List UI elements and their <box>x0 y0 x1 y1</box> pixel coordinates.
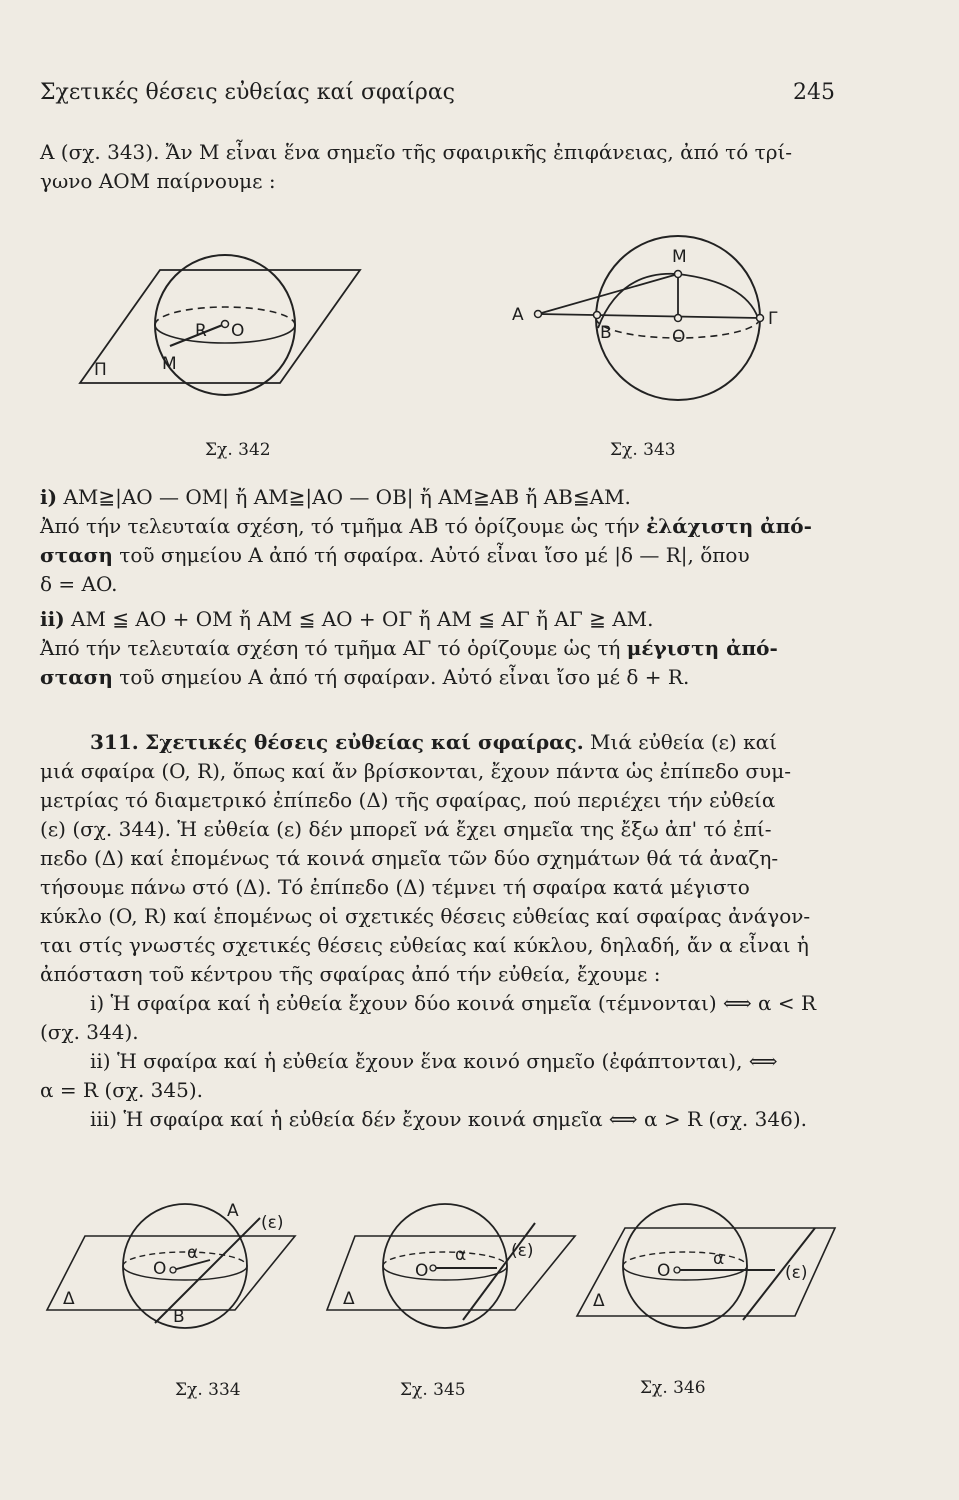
running-header <box>40 80 835 114</box>
fig342-label-R: R <box>195 321 207 341</box>
fig343-label-A: A <box>512 305 524 325</box>
section-311-line-5: πεδο (Δ) καί ἑπομένως τά κοινά σημεῖα τῶν δύο σχημάτων θά τά ἀναζη- <box>40 846 779 870</box>
section-311-line-4: (ε) (σχ. 344). Ἡ εὐθεία (ε) δέν μπορεῖ νά ἔχει σημεῖα της ἔξω ἀπ' τό ἐπί- <box>40 817 772 841</box>
section-311-text-1: Μιά εὐθεία (ε) καί <box>583 730 778 754</box>
fig346-label-O: O <box>657 1261 671 1281</box>
figure-345 <box>325 1198 585 1333</box>
equator-back <box>383 1252 507 1266</box>
case-i-text-line-1 <box>40 512 835 541</box>
point-B <box>594 312 601 319</box>
figure-334 <box>45 1198 305 1333</box>
fig334-label-e: (ε) <box>261 1213 284 1233</box>
fig343-label-G: Γ <box>768 309 778 329</box>
fig343-label-B: B <box>600 323 612 343</box>
fig342-caption: Σχ. 342 <box>205 440 271 460</box>
fig346-caption: Σχ. 346 <box>640 1378 706 1398</box>
section-number: 311. <box>90 730 139 754</box>
case-ii-formula-line <box>40 605 835 634</box>
case-i-formula-line <box>40 483 835 512</box>
case-311-iii: iii) Ἡ σφαίρα καί ἡ εὐθεία δέν ἔχουν κοινά σημεῖα ⟺ α > R (σχ. 346). <box>90 1107 807 1131</box>
point-M <box>675 271 682 278</box>
case-i-text-line-2 <box>40 541 835 570</box>
fig334-caption: Σχ. 334 <box>175 1380 241 1400</box>
point-G <box>757 315 764 322</box>
section-311-line-9: ἀπόσταση τοῦ κέντρου τῆς σφαίρας ἀπό τήν εὐθεία, ἔχουμε : <box>40 962 661 986</box>
fig346-label-D: Δ <box>593 1291 605 1311</box>
case-ii-text-line-2 <box>40 663 835 692</box>
case-ii-marker: ii) <box>40 607 65 631</box>
page-number: 245 <box>793 80 835 105</box>
section-311-line-8: ται στίς γνωστές σχετικές θέσεις εὐθείας καί κύκλου, δηλαδή, ἄν α εἶναι ἡ <box>40 933 809 957</box>
section-311-line-2: μιά σφαίρα (O, R), ὅπως καί ἄν βρίσκονται, ἔχουν πάντα ὡς ἐπίπεδο συμ- <box>40 759 791 783</box>
fig334-label-D: Δ <box>63 1289 75 1309</box>
section-311 <box>40 728 835 1134</box>
case-i-marker: i) <box>40 485 58 509</box>
center-point <box>674 1267 680 1273</box>
equator-back <box>623 1252 747 1266</box>
point-A <box>535 311 542 318</box>
sphere-upper-arc <box>155 255 295 325</box>
equator-front <box>623 1266 747 1280</box>
fig346-label-e: (ε) <box>785 1263 808 1283</box>
center-point <box>430 1265 436 1271</box>
line-AG <box>538 314 760 318</box>
intro-paragraph <box>40 138 835 196</box>
fig334-label-A: A <box>227 1201 239 1221</box>
equator-front <box>123 1266 247 1280</box>
fig342-label-M: M <box>162 354 177 374</box>
fig342-label-O: O <box>231 321 245 341</box>
case-311-i-ref: (σχ. 344). <box>40 1020 139 1044</box>
case-i-text-line-3: δ = AO. <box>40 572 118 596</box>
fig334-label-B: B <box>173 1307 185 1327</box>
figure-343 <box>500 240 800 410</box>
fig345-label-O: O <box>415 1261 429 1281</box>
fig345-caption: Σχ. 345 <box>400 1380 466 1400</box>
sphere-outline <box>623 1204 747 1328</box>
case-i-emphasis: ἐλάχιστη ἀπό- <box>646 514 812 538</box>
section-311-line-7: κύκλο (O, R) καί ἑπομένως οἱ σχετικές θέσεις εὐθείας καί σφαίρας ἀνάγον- <box>40 904 811 928</box>
fig343-label-M: M <box>672 247 687 267</box>
intro-line-2: γωνο AOM παίρνουμε : <box>40 169 276 193</box>
case-ii-emphasis-2: σταση <box>40 665 113 689</box>
section-heading: Σχετικές θέσεις εὐθείας καί σφαίρας. <box>145 730 584 754</box>
case-ii-text-a: Ἀπό τήν τελευταία σχέση τό τμῆμα AΓ τό ὁρίζουμε ὡς τή <box>40 636 627 660</box>
fig345-label-e: (ε) <box>511 1241 534 1261</box>
fig342-label-P: Π <box>94 360 107 380</box>
figure-346 <box>575 1198 840 1333</box>
case-i-text-b: τοῦ σημείου A ἀπό τή σφαίρα. Αὐτό εἶναι ἴσο μέ |δ — R|, ὅπου <box>112 543 750 567</box>
intro-line-1: A (σχ. 343). Ἄν M εἶναι ἕνα σημεῖο τῆς σφαιρικῆς ἐπιφάνειας, ἀπό τό τρί- <box>40 140 793 164</box>
figure-342 <box>70 240 370 410</box>
equator-back <box>123 1252 247 1266</box>
tangent-line-epsilon <box>463 1223 535 1320</box>
fig343-caption: Σχ. 343 <box>610 440 676 460</box>
fig345-label-D: Δ <box>343 1289 355 1309</box>
fig343-label-O: O <box>672 327 686 347</box>
case-ii-formula: AM ≦ AO + OM ἤ AM ≦ AO + OΓ ἤ AM ≦ AΓ ἤ AΓ ≧ AM. <box>71 607 654 631</box>
section-311-line-3: μετρίας τό διαμετρικό ἐπίπεδο (Δ) τῆς σφαίρας, πού περιέχει τήν εὐθεία <box>40 788 776 812</box>
case-ii-text-line-1 <box>40 634 835 663</box>
fig346-label-a: α <box>713 1249 725 1269</box>
fig334-label-a: α <box>187 1243 199 1263</box>
case-311-ii: ii) Ἡ σφαίρα καί ἡ εὐθεία ἔχουν ἕνα κοινό σημεῖο (ἐφάπτονται), ⟺ <box>90 1049 778 1073</box>
case-311-ii-ref: α = R (σχ. 345). <box>40 1078 204 1102</box>
section-311-line-6: τήσουμε πάνω στό (Δ). Τό ἐπίπεδο (Δ) τέμνει τή σφαίρα κατά μέγιστο <box>40 875 750 899</box>
center-point <box>222 321 229 328</box>
case-i-text-a: Ἀπό τήν τελευταία σχέση, τό τμῆμα AB τό ὁρίζουμε ὡς τήν <box>40 514 647 538</box>
case-i-emphasis-2: σταση <box>40 543 113 567</box>
min-max-distance-block <box>40 483 835 692</box>
running-title: Σχετικές θέσεις εὐθείας καί σφαίρας <box>40 80 455 105</box>
point-O <box>675 315 682 322</box>
case-i-formula: AM≧|AO — OM| ἤ AM≧|AO — OB| ἤ AM≧AB ἤ AB≦AM. <box>63 485 631 509</box>
fig345-label-a: α <box>455 1245 467 1265</box>
case-ii-emphasis: μέγιστη ἀπό- <box>626 636 778 660</box>
fig334-label-O: O <box>153 1259 167 1279</box>
case-311-i: i) Ἡ σφαίρα καί ἡ εὐθεία ἔχουν δύο κοινά σημεῖα (τέμνονται) ⟺ α < R <box>90 991 817 1015</box>
section-311-line-1 <box>40 728 835 757</box>
center-point <box>170 1267 176 1273</box>
plane-delta <box>327 1236 575 1310</box>
case-ii-text-b: τοῦ σημείου A ἀπό τή σφαίραν. Αὐτό εἶναι ἴσο μέ δ + R. <box>112 665 690 689</box>
